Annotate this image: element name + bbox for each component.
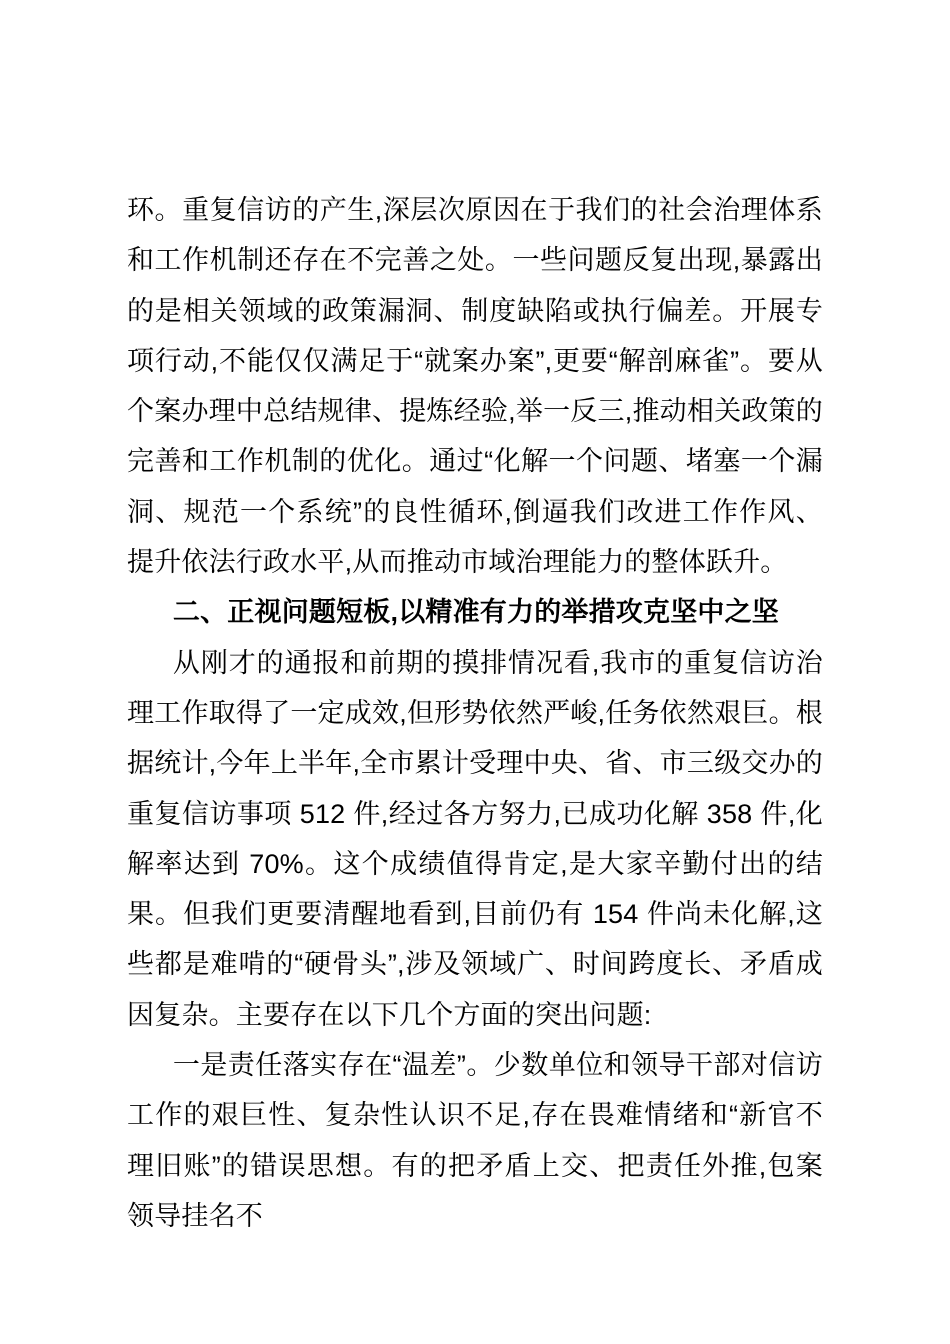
paragraph-issue-one: 一是责任落实存在“温差”。少数单位和领导干部对信访工作的艰巨性、复杂性认识不足,存在畏难情绪和“新官不理旧账”的错误思想。有的把矛盾上交、把责任外推,包案领导挂名不	[127, 1050, 823, 1231]
paragraph-status-overview: 从刚才的通报和前期的摸排情况看,我市的重复信访治理工作取得了一定成效,但形势依然严峻,任务依然艰巨。根据统计,今年上半年,全市累计受理中央、省、市三级交办的重复信访事项 512 件,经过各方努力,已成功化解 358 件,化解率达到 70%。这个成绩值得肯定,是大家辛勤付出的结果。但我们更要清醒地看到,目前仍有 154 件尚未化解,这些都是难啃的“硬骨头”,涉及领域广、时间跨度长、矛盾成因复杂。主要存在以下几个方面的突出问题:	[127, 647, 823, 1030]
section-heading: 二、正视问题短板,以精准有力的举措攻克坚中之坚	[172, 597, 779, 628]
paragraph-continued: 环。重复信访的产生,深层次原因在于我们的社会治理体系和工作机制还存在不完善之处。一些问题反复出现,暴露出的是相关领域的政策漏洞、制度缺陷或执行偏差。开展专项行动,不能仅仅满足于“就案办案”,更要“解剖麻雀”。要从个案办理中总结规律、提炼经验,举一反三,推动相关政策的完善和工作机制的优化。通过“化解一个问题、堵塞一个漏洞、规范一个系统”的良性循环,倒逼我们改进工作作风、提升依法行政水平,从而推动市域治理能力的整体跃升。	[127, 195, 823, 578]
